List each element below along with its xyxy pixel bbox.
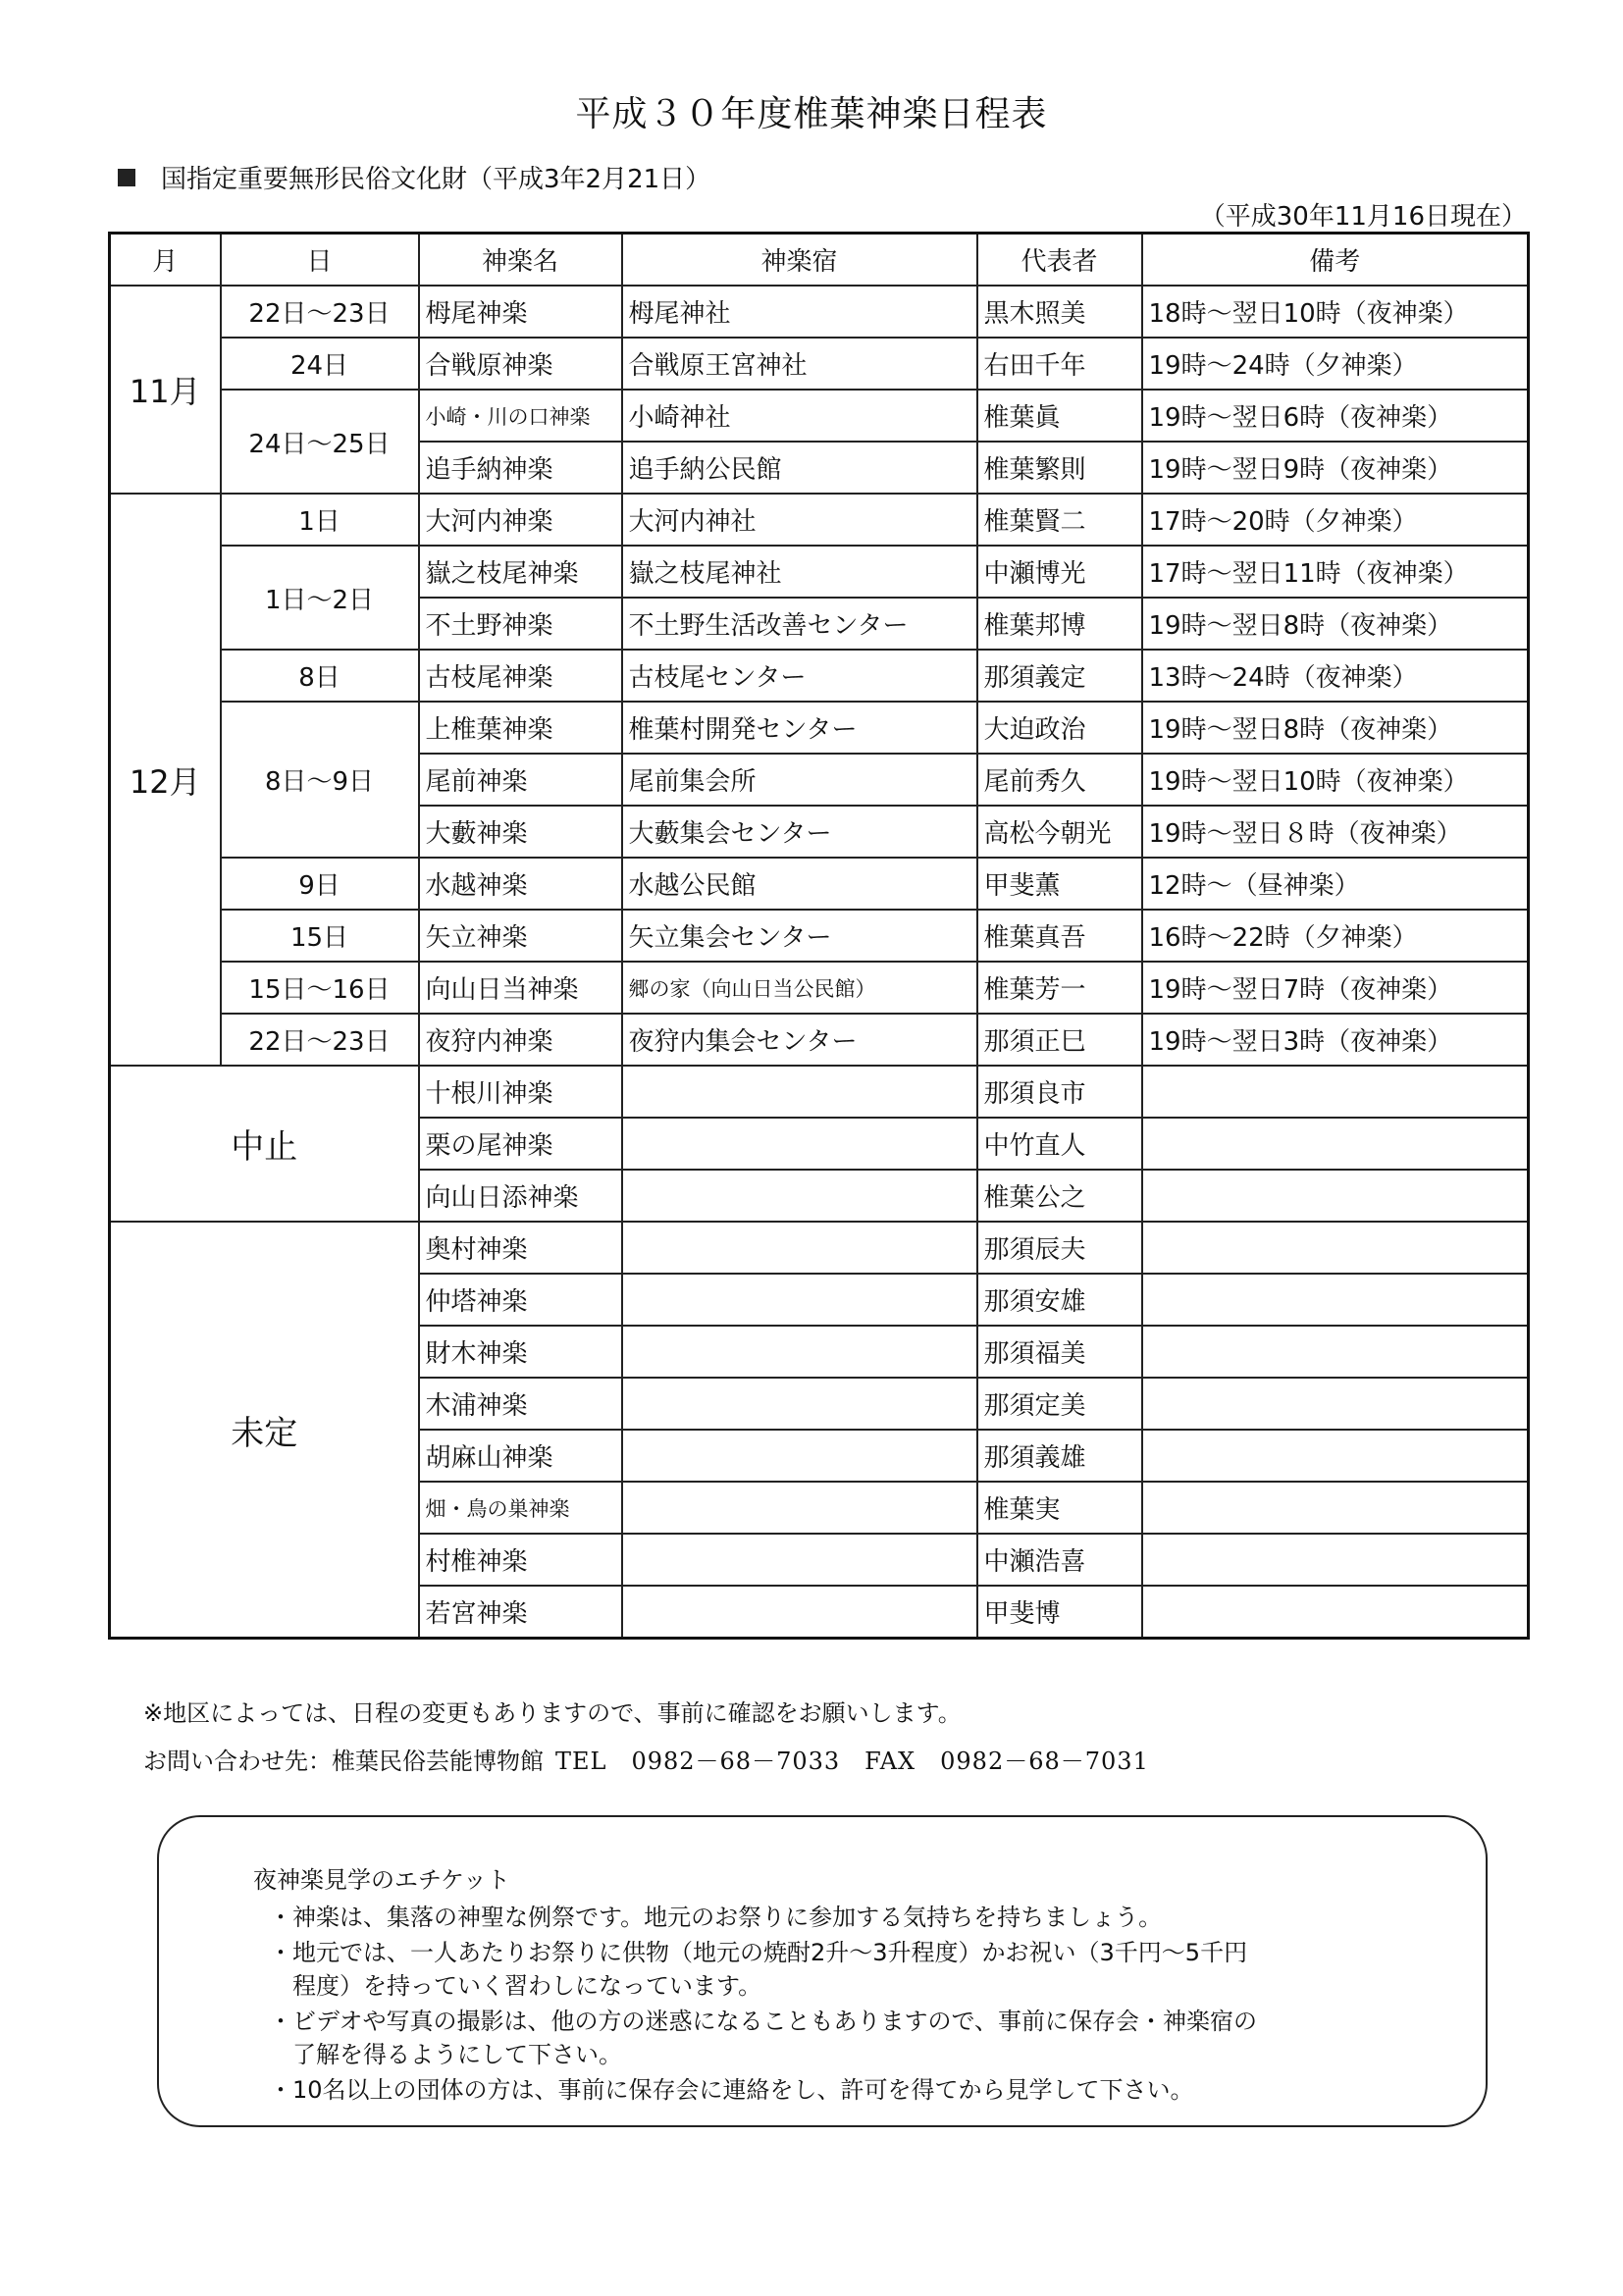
representative-cell: 那須義雄 bbox=[977, 1430, 1142, 1482]
representative-cell: 那須辰夫 bbox=[977, 1222, 1142, 1274]
venue-cell: 郷の家（向山日当公民館） bbox=[622, 962, 977, 1014]
venue-cell: 合戦原王宮神社 bbox=[622, 338, 977, 390]
kagura-name-cell: 木浦神楽 bbox=[419, 1378, 622, 1430]
month-cell: 11月 bbox=[110, 286, 221, 494]
etiquette-line: ・ビデオや写真の撮影は、他の方の迷惑になることもありますので、事前に保存会・神楽宿の bbox=[269, 2008, 1258, 2035]
kagura-name-cell: 若宮神楽 bbox=[419, 1586, 622, 1639]
remarks-cell: 19時～翌日8時（夜神楽） bbox=[1142, 702, 1529, 754]
day-cell: 1日 bbox=[221, 494, 419, 546]
venue-cell bbox=[622, 1118, 977, 1170]
representative-cell: 中瀬浩喜 bbox=[977, 1534, 1142, 1586]
representative-cell: 那須福美 bbox=[977, 1326, 1142, 1378]
venue-cell bbox=[622, 1326, 977, 1378]
day-cell: 22日～23日 bbox=[221, 286, 419, 338]
header-day: 日 bbox=[221, 234, 419, 287]
status-cancelled-cell: 中止 bbox=[110, 1066, 419, 1222]
remarks-cell: 19時～24時（夕神楽） bbox=[1142, 338, 1529, 390]
remarks-cell: 19時～翌日6時（夜神楽） bbox=[1142, 390, 1529, 442]
table-row bbox=[110, 962, 1529, 1014]
remarks-cell: 19時～翌日9時（夜神楽） bbox=[1142, 442, 1529, 494]
venue-cell: 大河内神社 bbox=[622, 494, 977, 546]
kagura-name-cell: 水越神楽 bbox=[419, 858, 622, 910]
day-cell: 9日 bbox=[221, 858, 419, 910]
representative-cell: 椎葉眞 bbox=[977, 390, 1142, 442]
remarks-cell bbox=[1142, 1118, 1529, 1170]
representative-cell: 椎葉公之 bbox=[977, 1170, 1142, 1222]
venue-cell bbox=[622, 1430, 977, 1482]
table-row bbox=[110, 858, 1529, 910]
kagura-name-cell: 畑・鳥の巣神楽 bbox=[419, 1482, 622, 1534]
schedule-table bbox=[108, 232, 1530, 1640]
day-cell: 24日 bbox=[221, 338, 419, 390]
day-cell: 8日 bbox=[221, 650, 419, 702]
venue-cell: 椎葉村開発センター bbox=[622, 702, 977, 754]
remarks-cell: 17時～20時（夕神楽） bbox=[1142, 494, 1529, 546]
table-row bbox=[110, 1222, 1529, 1274]
table-row bbox=[110, 650, 1529, 702]
remarks-cell bbox=[1142, 1170, 1529, 1222]
table-row bbox=[110, 390, 1529, 442]
kagura-name-cell: 村椎神楽 bbox=[419, 1534, 622, 1586]
day-cell: 1日～2日 bbox=[221, 546, 419, 650]
representative-cell: 中瀬博光 bbox=[977, 546, 1142, 598]
representative-cell: 椎葉賢二 bbox=[977, 494, 1142, 546]
remarks-cell bbox=[1142, 1430, 1529, 1482]
venue-cell bbox=[622, 1534, 977, 1586]
remarks-cell bbox=[1142, 1378, 1529, 1430]
contact-line bbox=[143, 1742, 1149, 1776]
header-kagura-name: 神楽名 bbox=[419, 234, 622, 287]
table-row bbox=[110, 338, 1529, 390]
square-bullet-icon bbox=[118, 169, 135, 186]
kagura-name-cell: 嶽之枝尾神楽 bbox=[419, 546, 622, 598]
subtitle-text: 国指定重要無形民俗文化財（平成3年2月21日） bbox=[161, 165, 711, 194]
remarks-cell bbox=[1142, 1586, 1529, 1639]
representative-cell: 椎葉真吾 bbox=[977, 910, 1142, 962]
representative-cell: 右田千年 bbox=[977, 338, 1142, 390]
remarks-cell: 19時～翌日10時（夜神楽） bbox=[1142, 754, 1529, 806]
representative-cell: 椎葉芳一 bbox=[977, 962, 1142, 1014]
header-remarks: 備考 bbox=[1142, 234, 1529, 287]
table-row bbox=[110, 1066, 1529, 1118]
remarks-cell bbox=[1142, 1326, 1529, 1378]
header-representative: 代表者 bbox=[977, 234, 1142, 287]
representative-cell: 椎葉繁則 bbox=[977, 442, 1142, 494]
representative-cell: 椎葉邦博 bbox=[977, 598, 1142, 650]
kagura-name-cell: 上椎葉神楽 bbox=[419, 702, 622, 754]
etiquette-title: 夜神楽見学のエチケット bbox=[253, 1866, 510, 1894]
kagura-name-cell: 合戦原神楽 bbox=[419, 338, 622, 390]
venue-cell: 夜狩内集会センター bbox=[622, 1014, 977, 1066]
representative-cell: 那須安雄 bbox=[977, 1274, 1142, 1326]
venue-cell: 栂尾神社 bbox=[622, 286, 977, 338]
remarks-cell: 19時～翌日7時（夜神楽） bbox=[1142, 962, 1529, 1014]
table-row bbox=[110, 910, 1529, 962]
kagura-name-cell: 大河内神楽 bbox=[419, 494, 622, 546]
etiquette-line: ・10名以上の団体の方は、事前に保存会に連絡をし、許可を得てから見学して下さい。 bbox=[269, 2076, 1194, 2104]
day-cell: 22日～23日 bbox=[221, 1014, 419, 1066]
header-month: 月 bbox=[110, 234, 221, 287]
representative-cell: 那須正巳 bbox=[977, 1014, 1142, 1066]
kagura-name-cell: 古枝尾神楽 bbox=[419, 650, 622, 702]
table-row bbox=[110, 1014, 1529, 1066]
table-row bbox=[110, 546, 1529, 598]
representative-cell: 甲斐薫 bbox=[977, 858, 1142, 910]
table-row bbox=[110, 494, 1529, 546]
remarks-cell: 12時～（昼神楽） bbox=[1142, 858, 1529, 910]
venue-cell bbox=[622, 1378, 977, 1430]
kagura-name-cell: 胡麻山神楽 bbox=[419, 1430, 622, 1482]
etiquette-box bbox=[157, 1815, 1488, 2127]
venue-cell: 古枝尾センター bbox=[622, 650, 977, 702]
venue-cell: 尾前集会所 bbox=[622, 754, 977, 806]
kagura-name-cell: 十根川神楽 bbox=[419, 1066, 622, 1118]
venue-cell bbox=[622, 1222, 977, 1274]
etiquette-line: 程度）を持っていく習わしになっています。 bbox=[269, 1972, 762, 2000]
representative-cell: 高松今朝光 bbox=[977, 806, 1142, 858]
venue-cell: 嶽之枝尾神社 bbox=[622, 546, 977, 598]
representative-cell: 黒木照美 bbox=[977, 286, 1142, 338]
representative-cell: 甲斐博 bbox=[977, 1586, 1142, 1639]
representative-cell: 大迫政治 bbox=[977, 702, 1142, 754]
remarks-cell: 18時～翌日10時（夜神楽） bbox=[1142, 286, 1529, 338]
kagura-name-cell: 小崎・川の口神楽 bbox=[419, 390, 622, 442]
venue-cell: 追手納公民館 bbox=[622, 442, 977, 494]
day-cell: 15日～16日 bbox=[221, 962, 419, 1014]
etiquette-line: ・地元では、一人あたりお祭りに供物（地元の焼酎2升～3升程度）かお祝い（3千円～5千円 bbox=[269, 1939, 1248, 1966]
venue-cell: 矢立集会センター bbox=[622, 910, 977, 962]
etiquette-line: 了解を得るようにして下さい。 bbox=[269, 2041, 622, 2068]
kagura-name-cell: 仲塔神楽 bbox=[419, 1274, 622, 1326]
kagura-name-cell: 向山日添神楽 bbox=[419, 1170, 622, 1222]
representative-cell: 椎葉実 bbox=[977, 1482, 1142, 1534]
kagura-name-cell: 栂尾神楽 bbox=[419, 286, 622, 338]
remarks-cell: 19時～翌日８時（夜神楽） bbox=[1142, 806, 1529, 858]
day-cell: 15日 bbox=[221, 910, 419, 962]
kagura-name-cell: 追手納神楽 bbox=[419, 442, 622, 494]
page-title: 平成３０年度椎葉神楽日程表 bbox=[575, 94, 1048, 134]
representative-cell: 中竹直人 bbox=[977, 1118, 1142, 1170]
kagura-name-cell: 向山日当神楽 bbox=[419, 962, 622, 1014]
footnote: ※地区によっては、日程の変更もありますので、事前に確認をお願いします。 bbox=[143, 1699, 962, 1727]
remarks-cell bbox=[1142, 1066, 1529, 1118]
representative-cell: 那須良市 bbox=[977, 1066, 1142, 1118]
etiquette-line: ・神楽は、集落の神聖な例祭です。地元のお祭りに参加する気持ちを持ちましょう。 bbox=[269, 1904, 1163, 1931]
venue-cell: 小崎神社 bbox=[622, 390, 977, 442]
venue-cell bbox=[622, 1586, 977, 1639]
month-cell: 12月 bbox=[110, 494, 221, 1066]
kagura-name-cell: 奥村神楽 bbox=[419, 1222, 622, 1274]
representative-cell: 尾前秀久 bbox=[977, 754, 1142, 806]
header-venue: 神楽宿 bbox=[622, 234, 977, 287]
kagura-name-cell: 財木神楽 bbox=[419, 1326, 622, 1378]
venue-cell: 不土野生活改善センター bbox=[622, 598, 977, 650]
status-undecided-cell: 未定 bbox=[110, 1222, 419, 1639]
representative-cell: 那須義定 bbox=[977, 650, 1142, 702]
venue-cell bbox=[622, 1066, 977, 1118]
table-row bbox=[110, 702, 1529, 754]
subtitle bbox=[118, 159, 710, 195]
kagura-name-cell: 不土野神楽 bbox=[419, 598, 622, 650]
venue-cell: 大藪集会センター bbox=[622, 806, 977, 858]
day-cell: 24日～25日 bbox=[221, 390, 419, 494]
kagura-name-cell: 尾前神楽 bbox=[419, 754, 622, 806]
kagura-name-cell: 夜狩内神楽 bbox=[419, 1014, 622, 1066]
venue-cell bbox=[622, 1274, 977, 1326]
venue-cell: 水越公民館 bbox=[622, 858, 977, 910]
remarks-cell: 17時～翌日11時（夜神楽） bbox=[1142, 546, 1529, 598]
venue-cell bbox=[622, 1482, 977, 1534]
kagura-name-cell: 栗の尾神楽 bbox=[419, 1118, 622, 1170]
contact-label: お問い合わせ先：椎葉民俗芸能博物館 bbox=[143, 1748, 544, 1775]
day-cell: 8日～9日 bbox=[221, 702, 419, 858]
kagura-name-cell: 矢立神楽 bbox=[419, 910, 622, 962]
remarks-cell bbox=[1142, 1482, 1529, 1534]
remarks-cell: 19時～翌日8時（夜神楽） bbox=[1142, 598, 1529, 650]
representative-cell: 那須定美 bbox=[977, 1378, 1142, 1430]
kagura-name-cell: 大藪神楽 bbox=[419, 806, 622, 858]
remarks-cell: 16時～22時（夕神楽） bbox=[1142, 910, 1529, 962]
table-row bbox=[110, 286, 1529, 338]
remarks-cell bbox=[1142, 1222, 1529, 1274]
remarks-cell bbox=[1142, 1274, 1529, 1326]
remarks-cell: 13時～24時（夜神楽） bbox=[1142, 650, 1529, 702]
remarks-cell bbox=[1142, 1534, 1529, 1586]
as-of-date: （平成30年11月16日現在） bbox=[1199, 202, 1527, 232]
remarks-cell: 19時～翌日3時（夜神楽） bbox=[1142, 1014, 1529, 1066]
contact-phone-fax: TEL 0982－68－7033 FAX 0982－68－7031 bbox=[555, 1748, 1149, 1775]
venue-cell bbox=[622, 1170, 977, 1222]
table-header-row bbox=[110, 234, 1529, 287]
